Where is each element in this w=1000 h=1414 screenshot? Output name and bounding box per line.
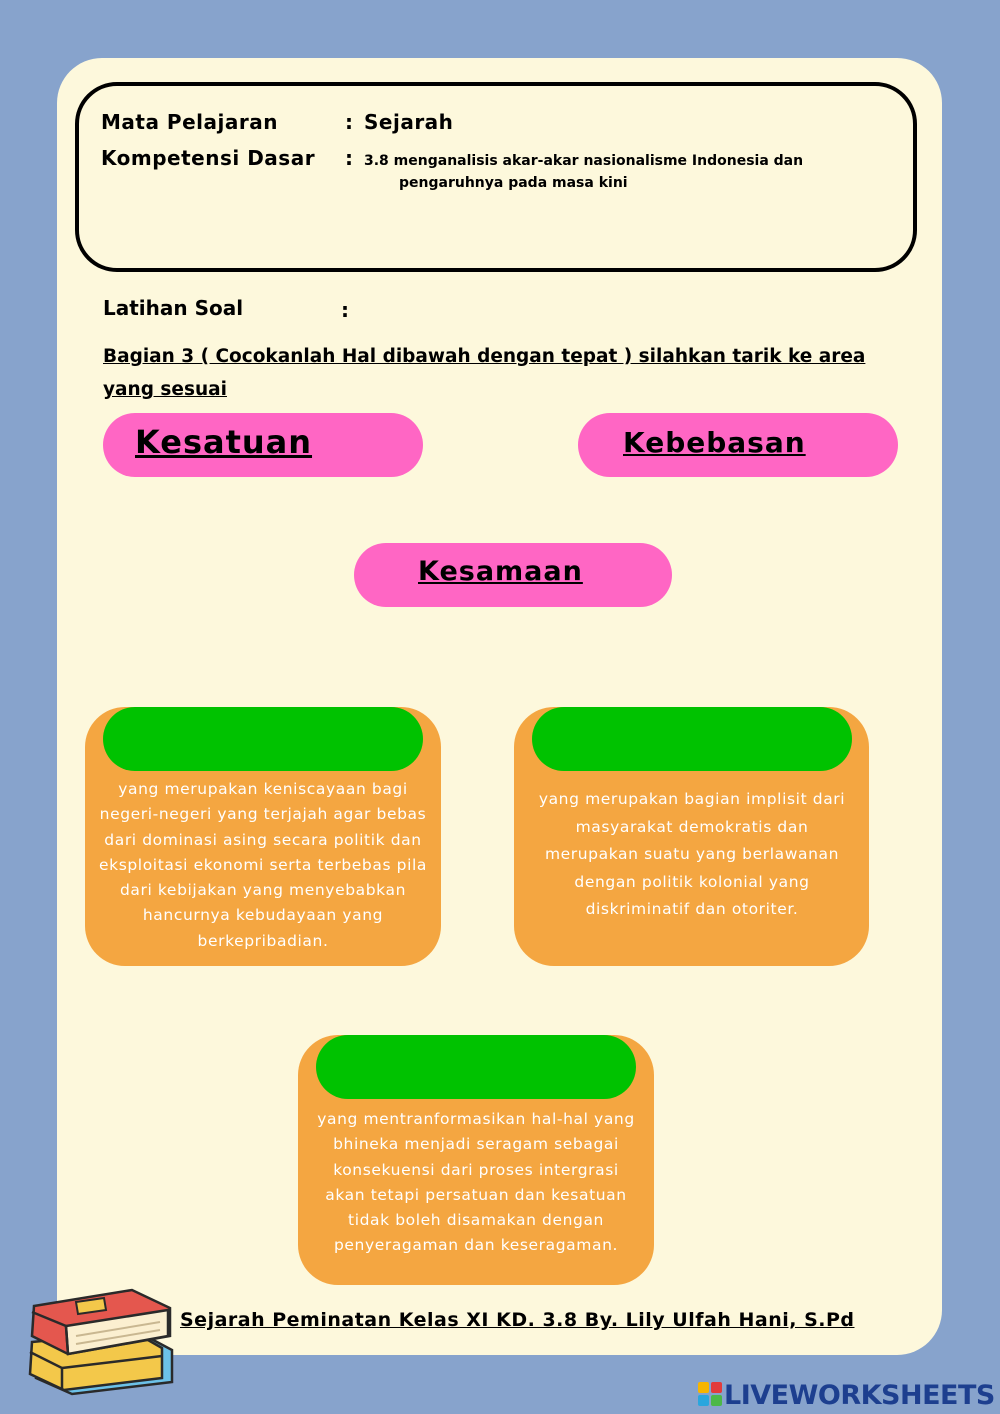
option-kebebasan-label: Kebebasan [623,426,806,459]
competency-label: Kompetensi Dasar [101,146,316,170]
drop-zone-left[interactable] [103,707,423,771]
drop-zone-bottom[interactable] [316,1035,636,1099]
option-kesatuan-label: Kesatuan [135,423,313,461]
option-kesatuan[interactable] [103,413,423,477]
target-text-left: yang merupakan keniscayaan bagi negeri-negeri yang terjajah agar bebas dari dominasi asing secara politik dan eksploitasi ekonomi serta terbebas pila dari kebijakan yang menyebabkan hancurnya kebudayaan yang berkepribadian. [98,780,428,950]
option-kesamaan-label: Kesamaan [418,556,583,587]
drop-zone-right[interactable] [532,707,852,771]
subject-label: Mata Pelajaran [101,110,278,134]
target-text-bottom: yang mentranformasikan hal-hal yang bhineka menjadi seragam sebagai konsekuensi dari proses intergrasi akan tetapi persatuan dan kesatuan tidak boleh disamakan dengan penyeragaman dan keseragaman. [317,1110,635,1255]
competency-line-2: pengaruhnya pada masa kini [399,175,628,191]
instruction-text: Bagian 3 ( Cocokanlah Hal dibawah dengan tepat ) silahkan tarik ke area yang sesuai [103,346,866,400]
subject-colon: : [345,110,354,134]
competency-colon: : [345,146,354,170]
option-kesamaan[interactable] [354,543,672,607]
exercise-colon: : [341,298,349,322]
exercise-label: Latihan Soal [103,296,244,320]
subject-value: Sejarah [364,110,454,134]
liveworksheets-brand: LIVEWORKSHEETS [724,1380,995,1411]
books-icon [22,1282,182,1402]
liveworksheets-logo-icon [698,1382,722,1406]
footer-credit: Sejarah Peminatan Kelas XI KD. 3.8 By. Lily Ulfah Hani, S.Pd [180,1309,855,1331]
competency-line-1: 3.8 menganalisis akar-akar nasionalisme Indonesia dan [364,153,804,169]
option-kebebasan[interactable] [578,413,898,477]
target-text-right: yang merupakan bagian implisit dari masyarakat demokratis dan merupakan suatu yang berlawanan dengan politik kolonial yang diskriminatif dan otoriter. [538,790,846,918]
